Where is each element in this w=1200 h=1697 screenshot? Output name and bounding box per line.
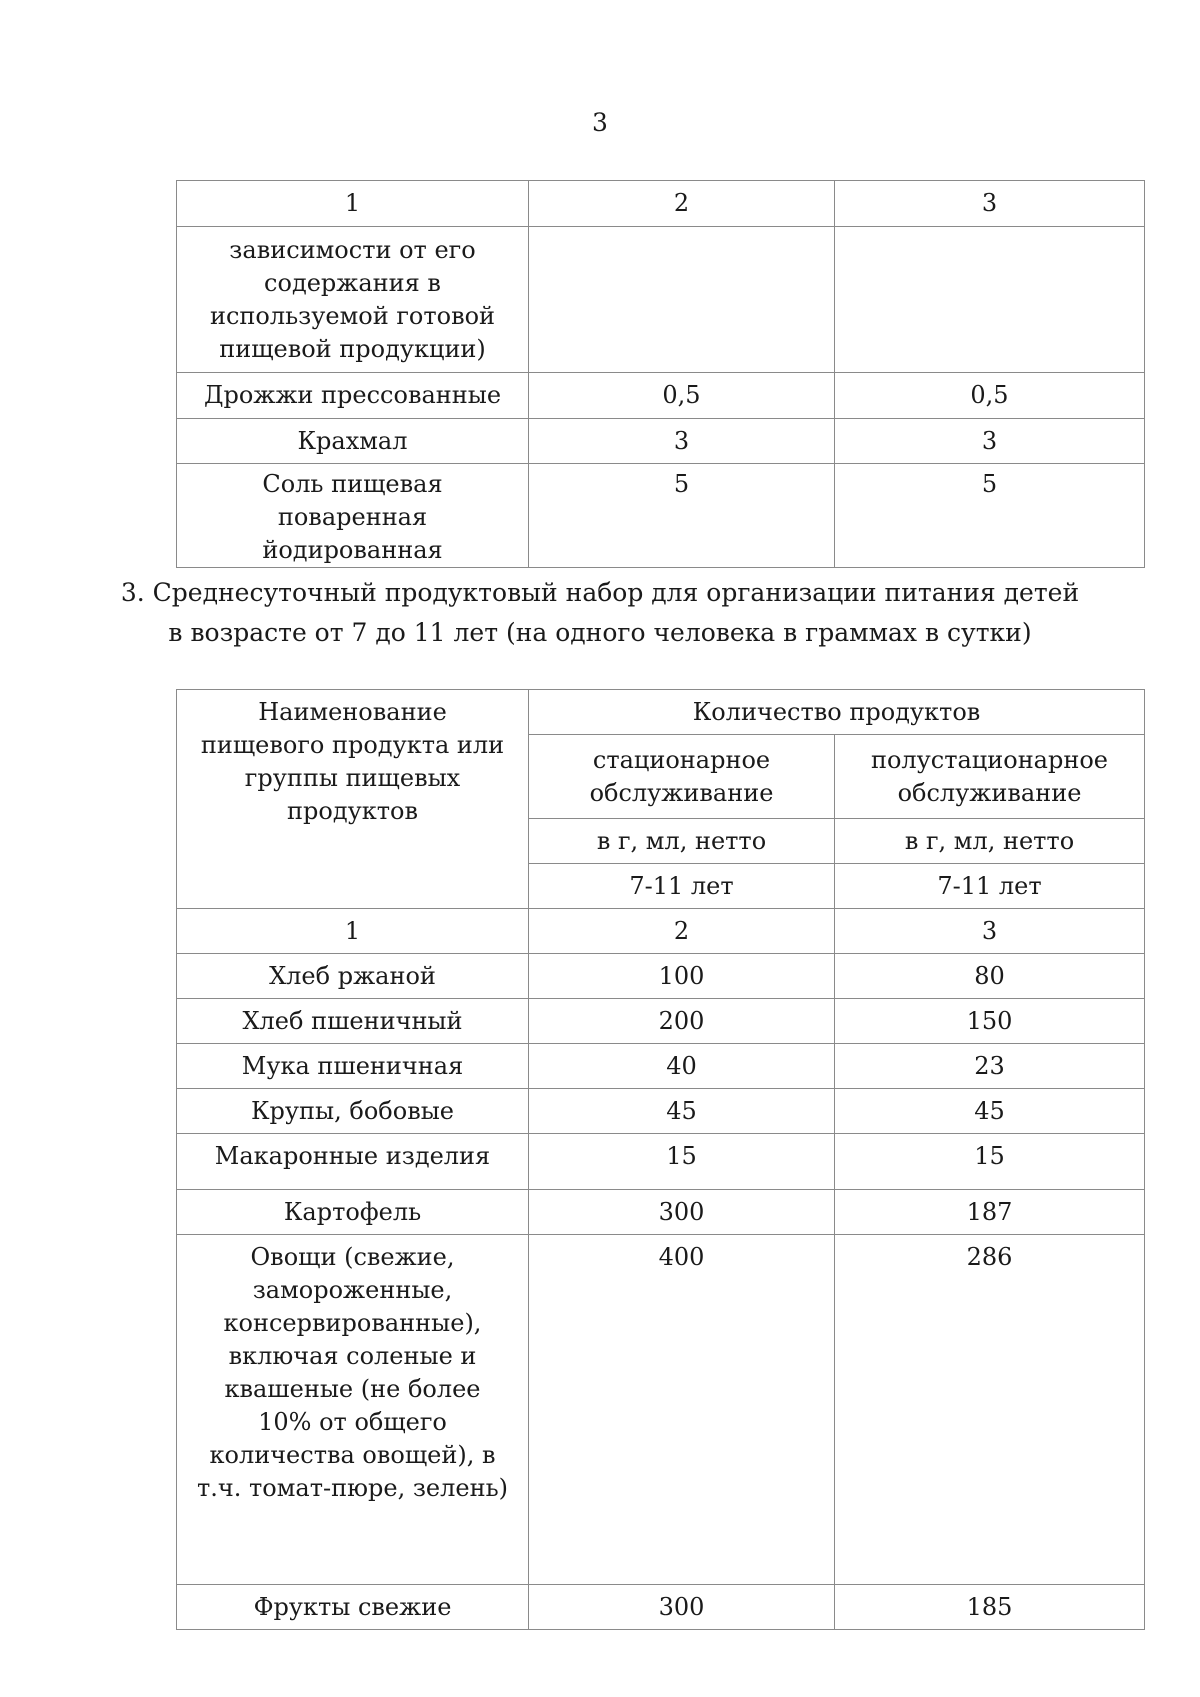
numbering-row [177,909,1145,954]
table-caption [0,573,1200,653]
value-cell: 0,5 [529,373,835,419]
table-header-row [177,181,1145,227]
product-name-cell: Хлеб пшеничный [177,999,529,1044]
table-row [177,464,1145,568]
value-cell: 100 [529,954,835,999]
product-name-cell: Макаронные изделия [177,1134,529,1190]
table-row [177,1235,1145,1585]
value-cell: 286 [835,1235,1145,1585]
unit-header: в г, мл, нетто [529,819,835,864]
product-name-cell: Соль пищевая поваренная йодированная [177,464,529,568]
product-name-cell: Хлеб ржаной [177,954,529,999]
caption-line-1: 3. Среднесуточный продуктовый набор для организации питания детей [120,578,1080,607]
column-number-2: 2 [529,181,835,227]
product-name-cell: Картофель [177,1190,529,1235]
value-cell: 200 [529,999,835,1044]
product-name-cell: зависимости от его содержания в используемой готовой пищевой продукции) [177,227,529,373]
value-cell: 0,5 [835,373,1145,419]
value-cell: 15 [835,1134,1145,1190]
stationary-service-header: стационарное обслуживание [529,735,835,819]
value-cell: 150 [835,999,1145,1044]
value-cell: 3 [529,419,835,464]
value-cell: 15 [529,1134,835,1190]
product-name-cell: Крахмал [177,419,529,464]
product-set-table [176,689,1145,1630]
value-cell: 45 [529,1089,835,1134]
value-cell: 185 [835,1585,1145,1630]
value-cell: 5 [529,464,835,568]
product-name-cell: Овощи (свежие, замороженные, консервированные), включая соленые и квашеные (не более 10% от общего количества овощей), в т.ч. томат-пюре, зелень) [177,1235,529,1585]
table-row [177,1190,1145,1235]
table-row [177,1044,1145,1089]
table-row [177,954,1145,999]
unit-header: в г, мл, нетто [835,819,1145,864]
column-number-2: 2 [529,909,835,954]
quantity-header: Количество продуктов [529,690,1145,735]
value-cell: 400 [529,1235,835,1585]
value-cell: 3 [835,419,1145,464]
product-name-cell: Дрожжи прессованные [177,373,529,419]
table-row [177,1134,1145,1190]
product-name-header: Наименование пищевого продукта или группы пищевых продуктов [177,690,529,909]
column-number-3: 3 [835,181,1145,227]
continued-table [176,180,1145,568]
value-cell: 5 [835,464,1145,568]
value-cell [529,227,835,373]
table-row [177,419,1145,464]
header-row [177,690,1145,735]
value-cell: 45 [835,1089,1145,1134]
product-name-cell: Мука пшеничная [177,1044,529,1089]
age-header: 7-11 лет [529,864,835,909]
value-cell: 80 [835,954,1145,999]
column-number-1: 1 [177,909,529,954]
value-cell [835,227,1145,373]
age-header: 7-11 лет [835,864,1145,909]
product-name-cell: Крупы, бобовые [177,1089,529,1134]
value-cell: 300 [529,1585,835,1630]
column-number-3: 3 [835,909,1145,954]
value-cell: 300 [529,1190,835,1235]
semistationary-service-header: полустационарное обслуживание [835,735,1145,819]
table-row [177,1089,1145,1134]
page-number: 3 [592,108,608,137]
value-cell: 187 [835,1190,1145,1235]
caption-line-2: в возрасте от 7 до 11 лет (на одного человека в граммах в сутки) [168,618,1032,647]
value-cell: 40 [529,1044,835,1089]
value-cell: 23 [835,1044,1145,1089]
table-row [177,373,1145,419]
table-row [177,999,1145,1044]
product-name-cell: Фрукты свежие [177,1585,529,1630]
column-number-1: 1 [177,181,529,227]
table-row [177,1585,1145,1630]
table-row [177,227,1145,373]
